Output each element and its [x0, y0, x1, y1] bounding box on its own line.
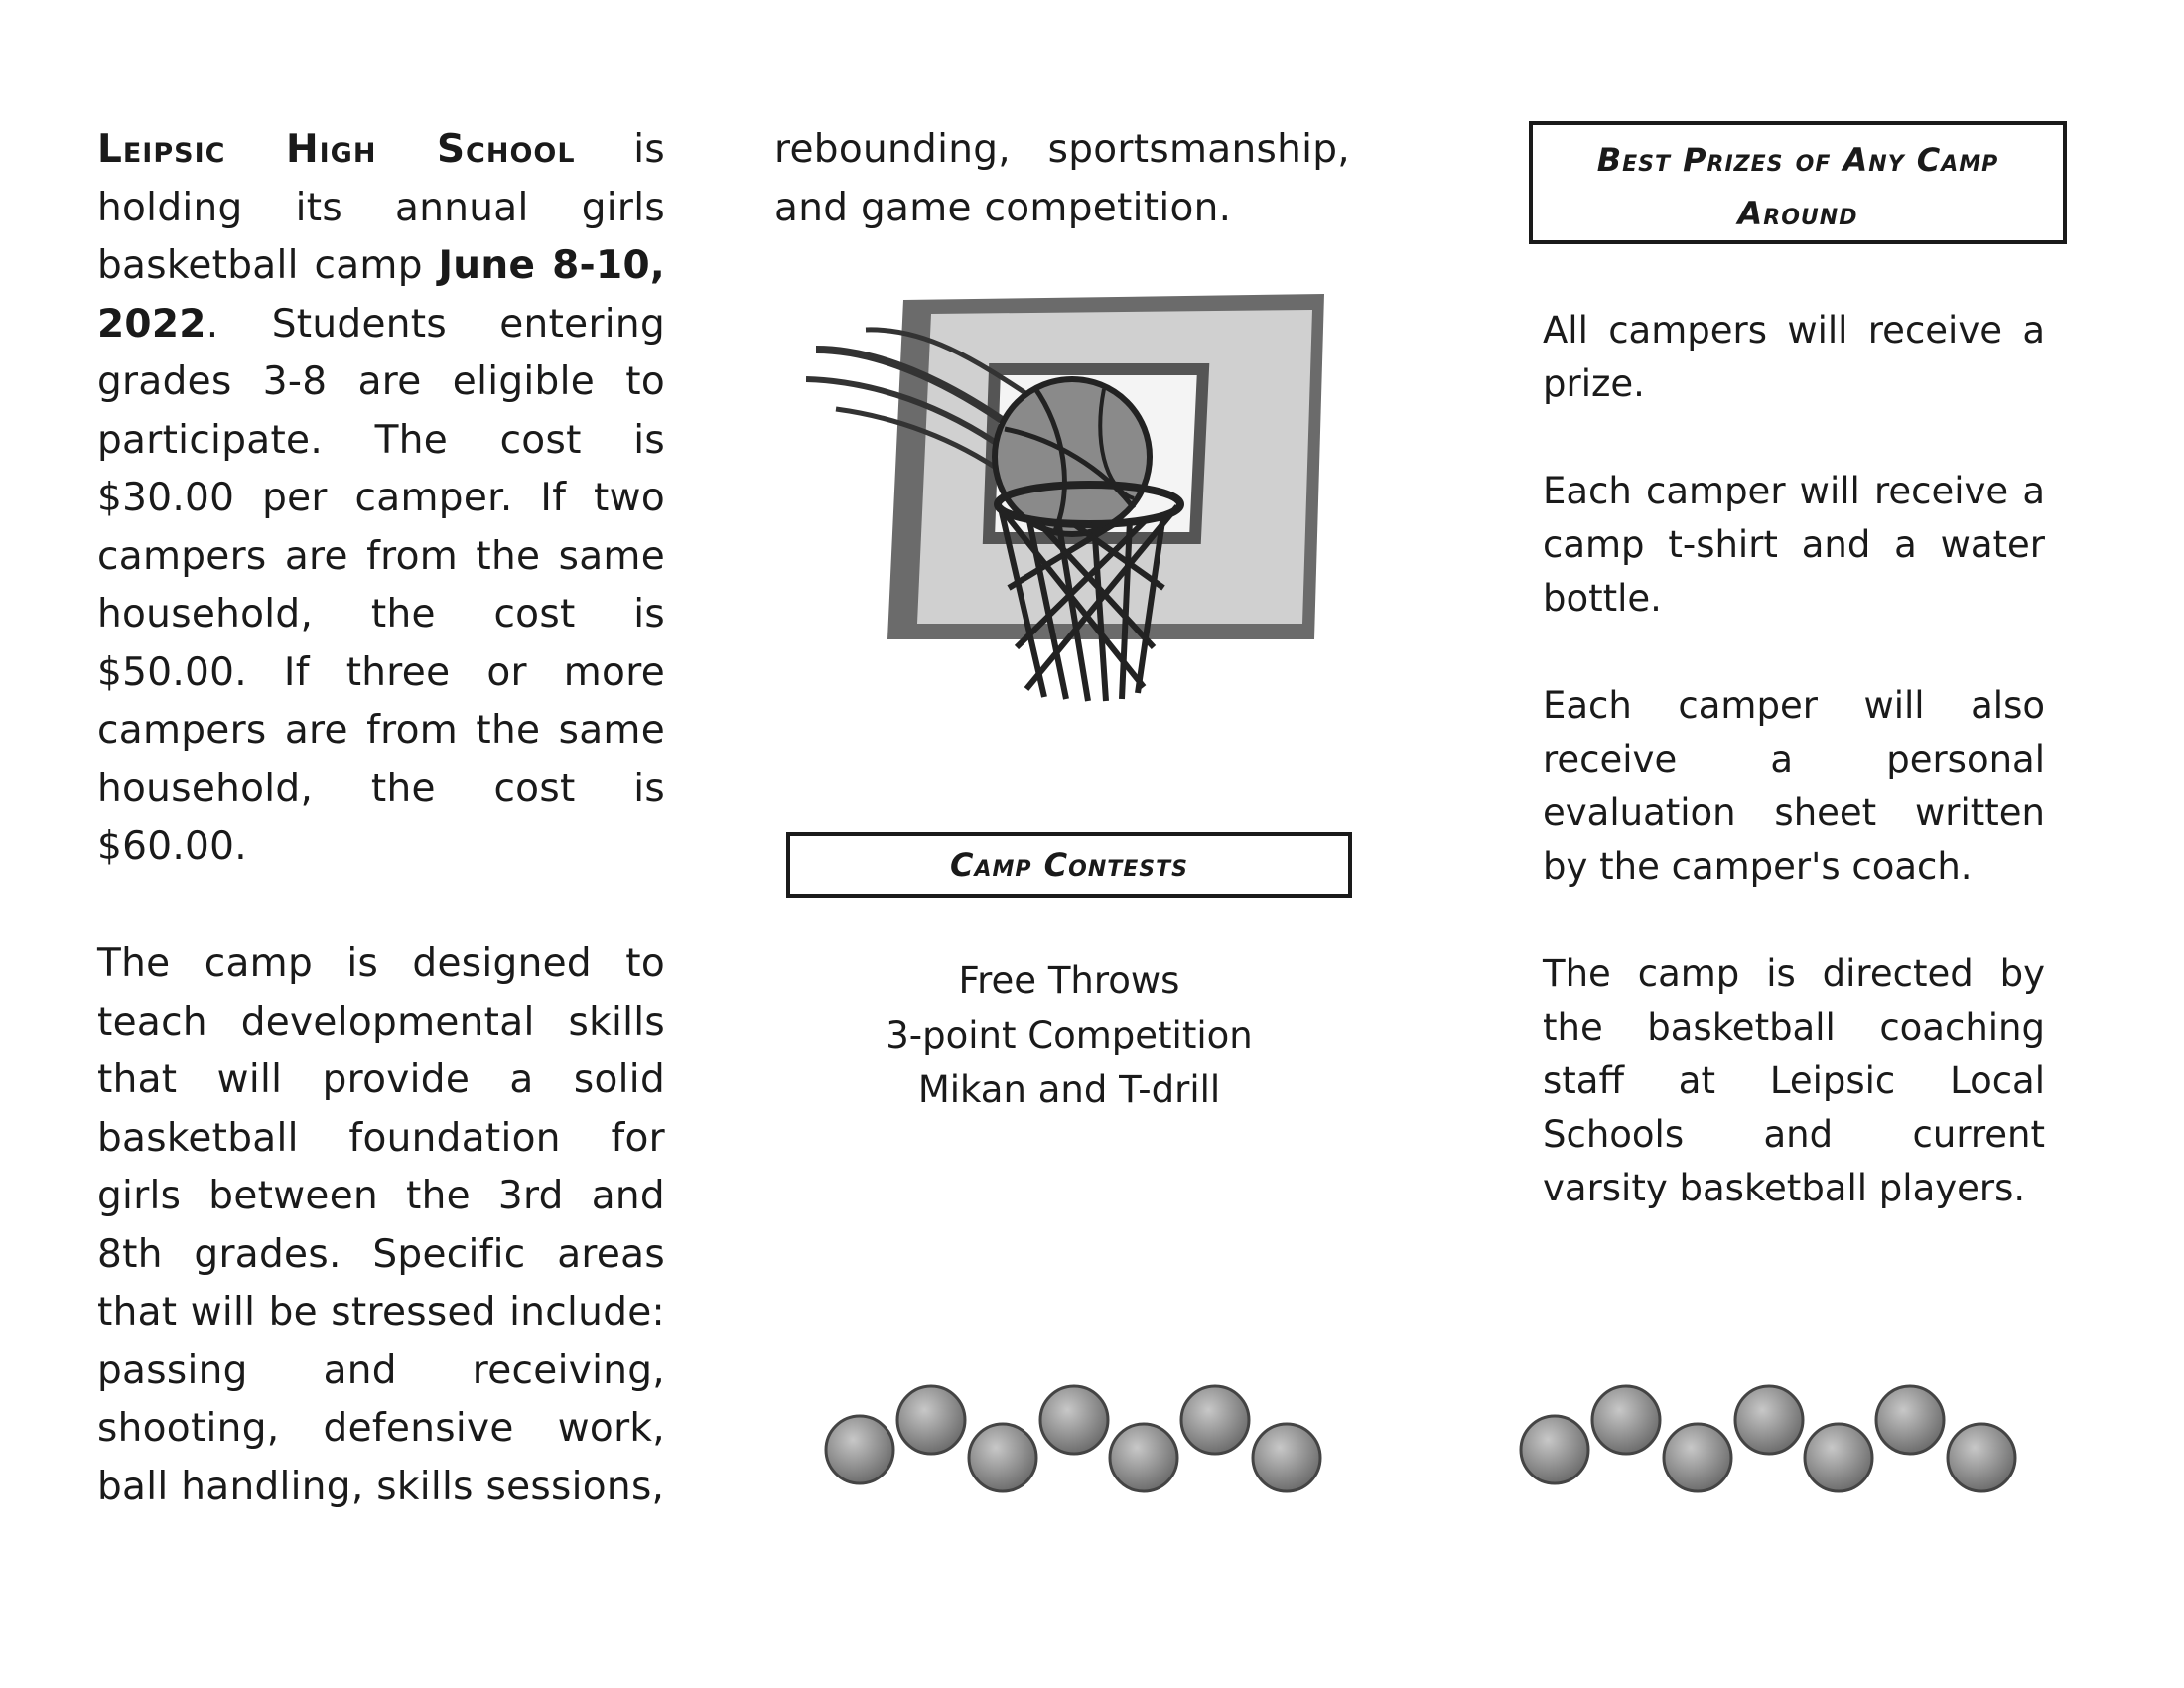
list-item: Mikan and T-drill [917, 1068, 1221, 1111]
intro-text-2: . Students entering grades 3-8 are eligible to participate. The cost is $30.00 per camper. If two campers are from the same household, the cost is $50.00. If three or more campers are from the same household, the cost is $60.00. [97, 301, 665, 869]
camp-dates: June 8-10, 2022 [97, 243, 665, 347]
prize-paragraph-3: Each camper will also receive a personal evaluation sheet written by the camper's coach. [1543, 684, 2045, 888]
prize-paragraph-1: All campers will receive a prize. [1543, 309, 2045, 405]
continued-paragraph: rebounding, sportsmanship, and game competition. [774, 127, 1350, 230]
list-item: 3-point Competition [886, 1014, 1253, 1056]
basketball-row-icon [1519, 1378, 2045, 1507]
list-item: Free Throws [958, 959, 1180, 1002]
prize-paragraph-2: Each camper will receive a camp t-shirt and a water bottle. [1543, 470, 2045, 620]
intro-paragraph [97, 121, 665, 877]
best-prizes-heading [1529, 121, 2067, 244]
basketball-hoop-icon [806, 290, 1332, 717]
basketball-row-icon [824, 1378, 1350, 1507]
school-name: Leipsic High School [97, 127, 576, 172]
heading-line-1: Best Prizes of Any Camp [1596, 141, 1999, 179]
heading-line-2: Around [1737, 195, 1858, 232]
contests-list [774, 953, 1364, 1117]
director-paragraph: The camp is directed by the basketball coaching staff at Leipsic Local Schools and current varsity basketball players. [1543, 952, 2045, 1209]
design-paragraph: The camp is designed to teach developmental skills that will provide a solid basketball foundation for girls between the 3rd and 8th grades. Specific areas that will be stressed include: passing and receiving, shooting, defensive work, ball handling, skills sessions, [97, 941, 665, 1509]
camp-contests-heading: Camp Contests [786, 832, 1352, 898]
intro-text-1: is holding its annual girls basketball camp [97, 127, 665, 288]
